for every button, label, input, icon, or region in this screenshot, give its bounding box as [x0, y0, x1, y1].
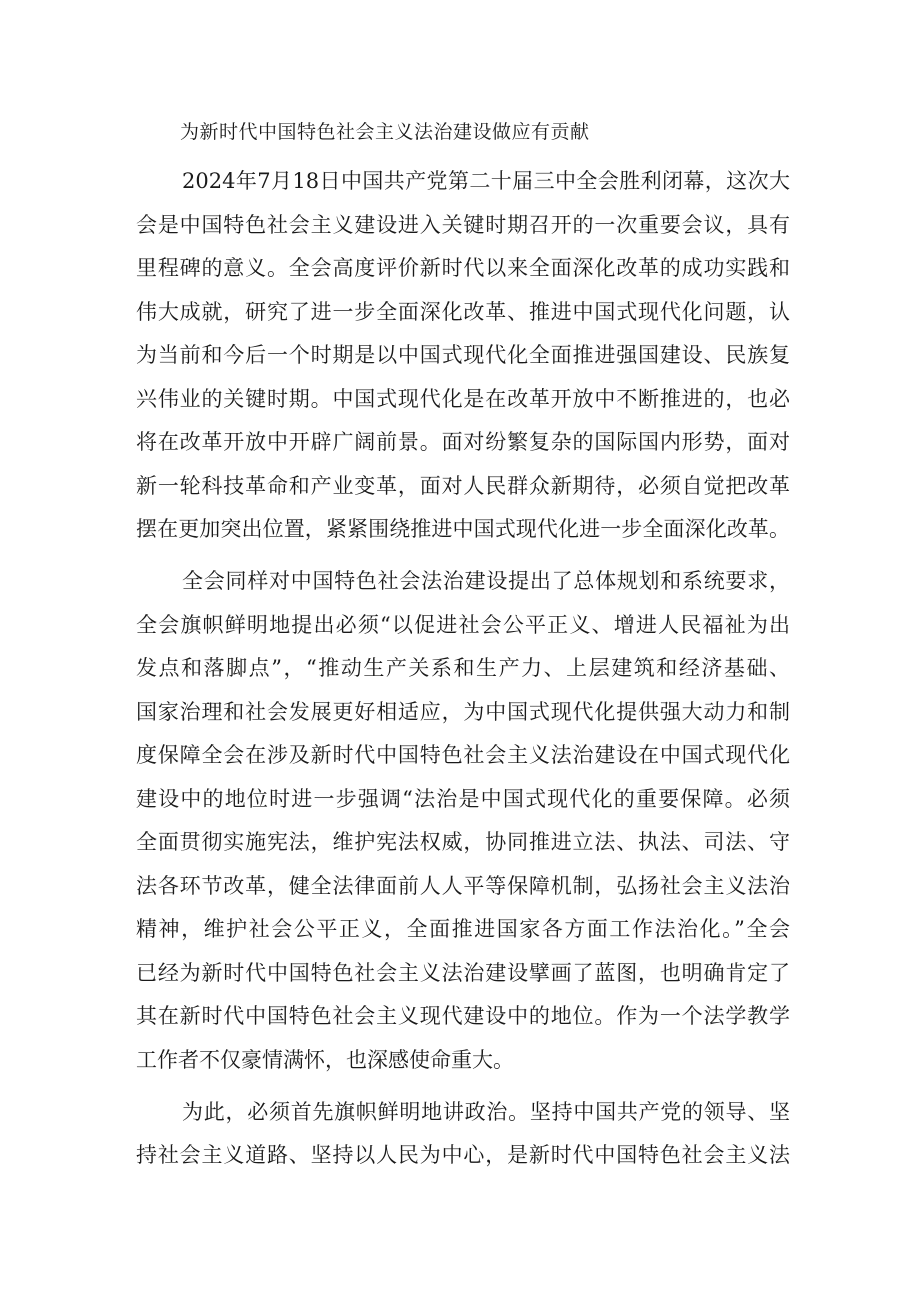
text-line: 兴伟业的关键时期。中国式现代化是在改革开放中不断推进的，也必	[136, 387, 790, 411]
text-line: 伟大成就，研究了进一步全面深化改革、推进中国式现代化问题，认	[136, 300, 790, 324]
text-line: 度保障全会在涉及新时代中国特色社会主义法治建设在中国式现代化	[136, 743, 790, 767]
document-title: 为新时代中国特色社会主义法治建设做应有贡献	[180, 121, 590, 143]
text-line: 发点和落脚点”，“推动生产关系和生产力、上层建筑和经济基础、	[136, 656, 790, 680]
text-line: 会是中国特色社会主义建设进入关键时期召开的一次重要会议，具有	[136, 213, 790, 237]
text-line: 其在新时代中国特色社会主义现代建设中的地位。作为一个法学教学	[136, 1004, 790, 1028]
text-line: 将在改革开放中开辟广阔前景。面对纷繁复杂的国际国内形势，面对	[136, 430, 790, 454]
text-line: 国家治理和社会发展更好相适应，为中国式现代化提供强大动力和制	[136, 700, 790, 724]
text-line: 里程碑的意义。全会高度评价新时代以来全面深化改革的成功实践和	[136, 256, 790, 280]
text-line: 为当前和今后一个时期是以中国式现代化全面推进强国建设、民族复	[136, 343, 790, 367]
text-line: 工作者不仅豪情满怀，也深感使命重大。	[136, 1048, 514, 1072]
text-line: 已经为新时代中国特色社会主义法治建设擘画了蓝图，也明确肯定了	[136, 961, 790, 985]
text-line: 法各环节改革，健全法律面前人人平等保障机制，弘扬社会主义法治	[136, 874, 790, 898]
text-line: 持社会主义道路、坚持以人民为中心，是新时代中国特色社会主义法	[136, 1143, 790, 1167]
text-line: 2024年7月18日中国共产党第二十届三中全会胜利闭幕，这次大	[182, 169, 790, 193]
text-line: 全会同样对中国特色社会法治建设提出了总体规划和系统要求，	[182, 569, 790, 593]
text-line: 全面贯彻实施宪法，维护宪法权威，协同推进立法、执法、司法、守	[136, 830, 790, 854]
text-line: 全会旗帜鲜明地提出必须“以促进社会公平正义、增进人民福祉为出	[136, 613, 790, 637]
text-line: 为此，必须首先旗帜鲜明地讲政治。坚持中国共产党的领导、坚	[182, 1100, 790, 1124]
text-line: 精神，维护社会公平正义，全面推进国家各方面工作法治化。”全会	[136, 917, 790, 941]
text-line: 摆在更加突出位置，紧紧围绕推进中国式现代化进一步全面深化改革。	[136, 517, 790, 541]
text-line: 新一轮科技革命和产业变革，面对人民群众新期待，必须自觉把改革	[136, 474, 790, 498]
text-line: 建设中的地位时进一步强调“法治是中国式现代化的重要保障。必须	[136, 787, 790, 811]
